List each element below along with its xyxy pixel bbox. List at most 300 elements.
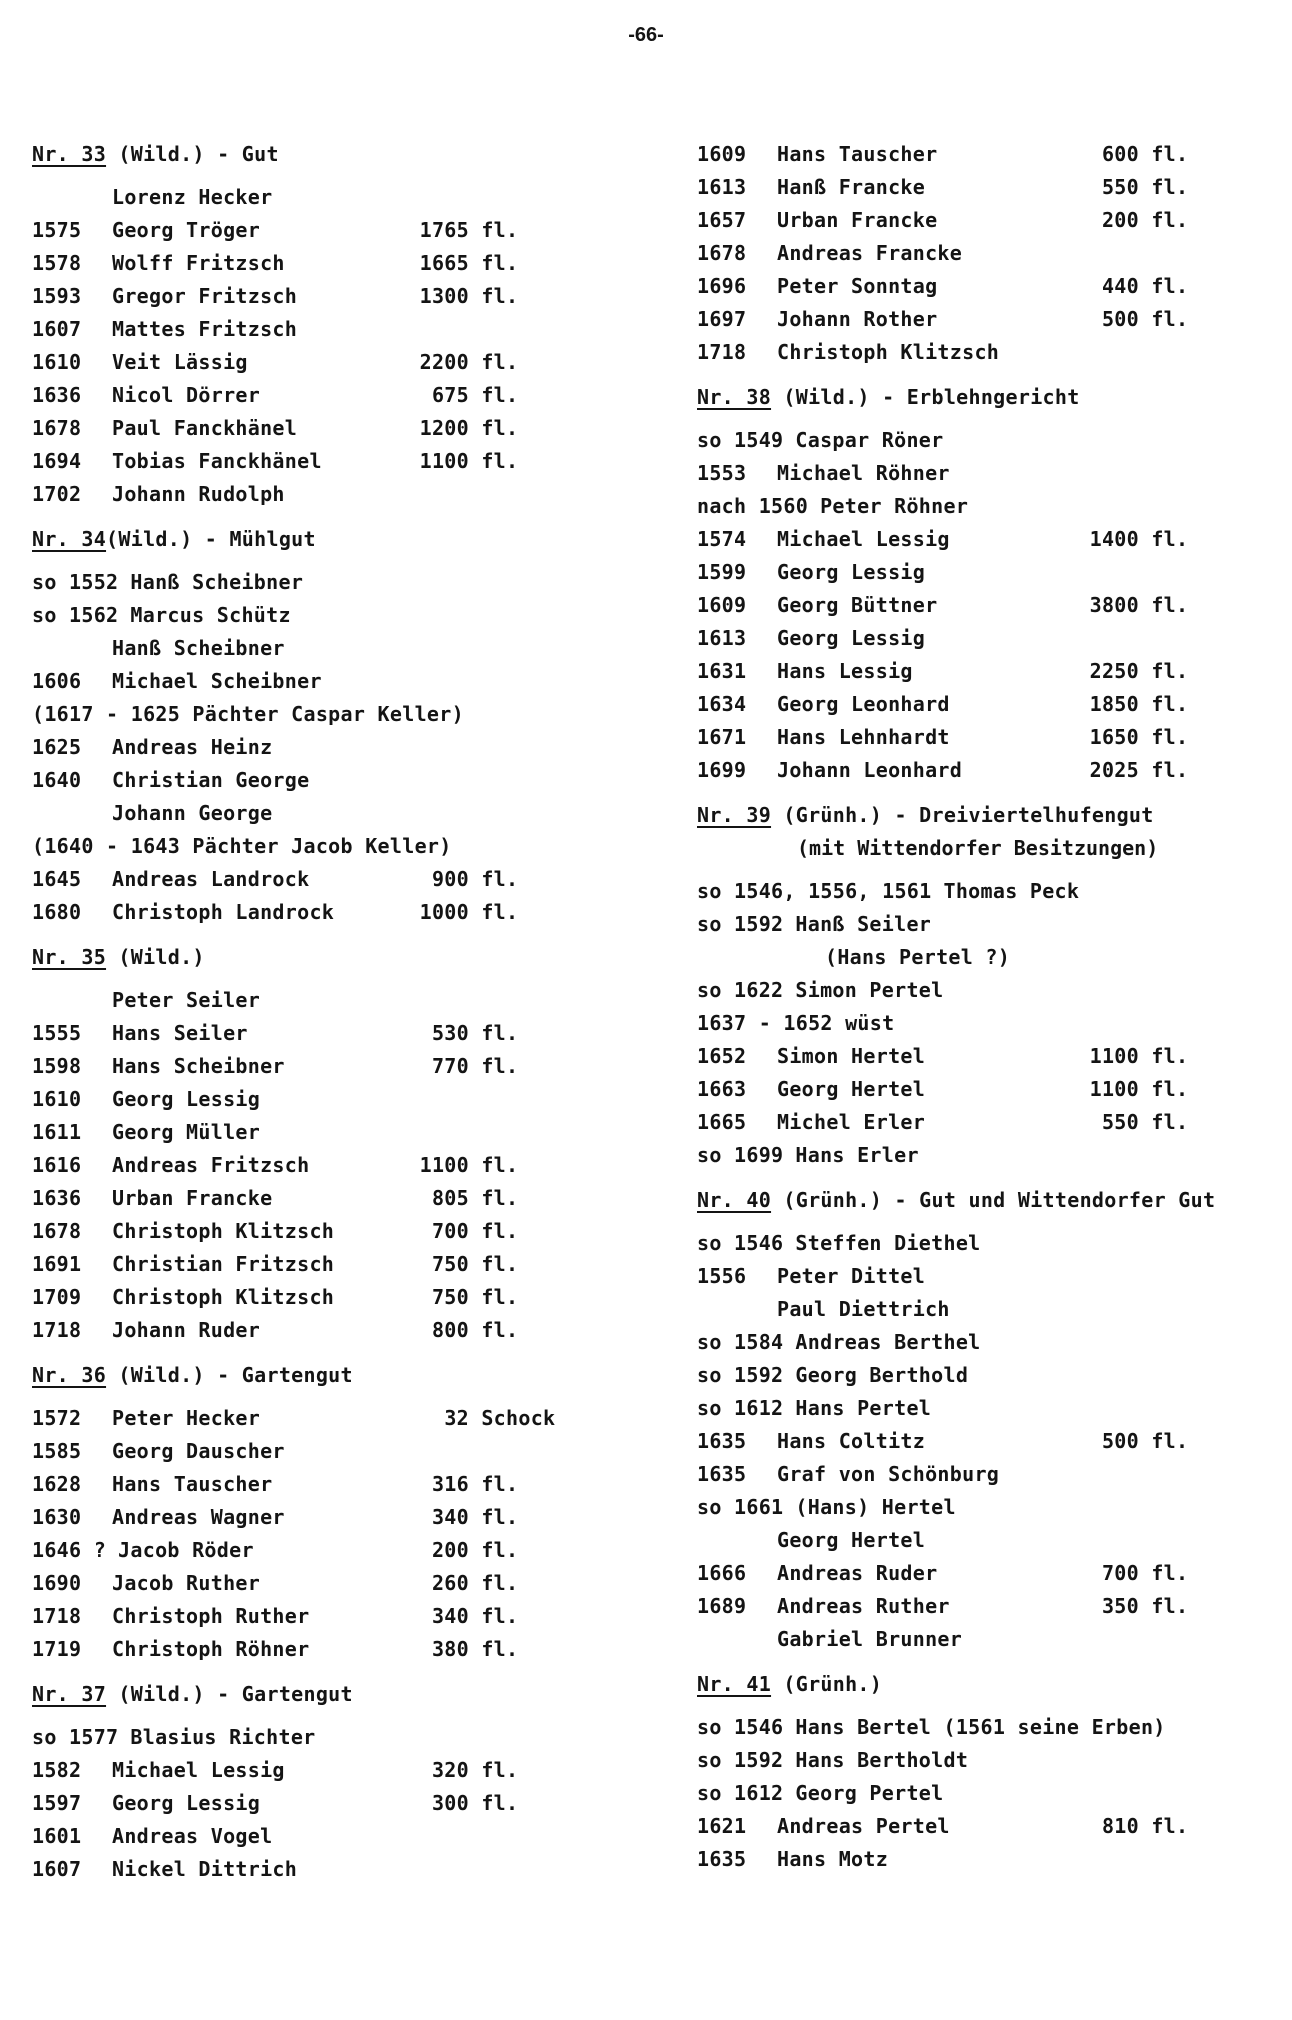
price-value: 440 xyxy=(1101,274,1139,298)
entry-year: 1690 xyxy=(32,1571,82,1595)
entry-section xyxy=(32,523,652,929)
owner-name: Simon Hertel xyxy=(777,1044,926,1068)
section-title: (Grünh.) xyxy=(771,1672,883,1696)
price-value: 3800 xyxy=(1089,593,1139,617)
price-unit: fl. xyxy=(481,1758,519,1782)
entry-price xyxy=(1067,754,1227,787)
owner-entry xyxy=(32,379,652,412)
entry-year xyxy=(697,1524,777,1557)
entry-year: 1631 xyxy=(697,659,747,683)
entry-price xyxy=(1067,1425,1227,1458)
owner-entry xyxy=(697,1711,1287,1744)
owner-name: Johann Rother xyxy=(777,307,938,331)
owner-name: Georg Leonhard xyxy=(777,692,950,716)
entry-price xyxy=(397,1402,557,1435)
entry-price xyxy=(1067,204,1227,237)
price-value: 32 xyxy=(444,1406,469,1430)
entry-year: 1663 xyxy=(697,1077,747,1101)
owner-name: Michel Erler xyxy=(777,1110,926,1134)
entry-price xyxy=(397,379,557,412)
price-value: 1100 xyxy=(419,1153,469,1177)
owner-name: Andreas Heinz xyxy=(112,735,273,759)
owner-name: Christoph Ruther xyxy=(112,1604,310,1628)
owner-entry xyxy=(32,247,652,280)
entry-year: so 1546 xyxy=(697,1231,784,1255)
owner-name: Hans Motz xyxy=(777,1847,889,1871)
price-unit: Schock xyxy=(481,1406,556,1430)
owner-name: Georg Büttner xyxy=(777,593,938,617)
price-unit: fl. xyxy=(481,1472,519,1496)
entry-year: so 1546, 1556, 1561 xyxy=(697,879,932,903)
owner-entry xyxy=(697,721,1287,754)
section-heading xyxy=(697,799,1287,832)
entry-price xyxy=(397,1501,557,1534)
price-value: 2200 xyxy=(419,350,469,374)
price-unit: fl. xyxy=(481,1571,519,1595)
entry-year: 1610 xyxy=(32,350,82,374)
entry-year: 1609 xyxy=(697,593,747,617)
owner-entry xyxy=(32,599,652,632)
price-value: 340 xyxy=(431,1505,469,1529)
entry-price xyxy=(397,1017,557,1050)
owner-name: Peter Sonntag xyxy=(777,274,938,298)
price-unit: fl. xyxy=(481,449,519,473)
owner-name: Georg Lessig xyxy=(777,626,926,650)
owner-name: Simon Pertel xyxy=(795,978,944,1002)
price-value: 700 xyxy=(431,1219,469,1243)
owner-name: Hans Lessig xyxy=(777,659,913,683)
entry-year: so 1661 xyxy=(697,1495,784,1519)
entry-price xyxy=(1067,688,1227,721)
entry-year: 1666 xyxy=(697,1561,747,1585)
entry-year: 1601 xyxy=(32,1824,82,1848)
price-unit: fl. xyxy=(1151,274,1189,298)
entry-price xyxy=(1067,523,1227,556)
entry-year: 1585 xyxy=(32,1439,82,1463)
owner-name: Georg Pertel xyxy=(795,1781,944,1805)
owner-name: Christian Fritzsch xyxy=(112,1252,335,1276)
entry-year xyxy=(697,1623,777,1656)
entry-section xyxy=(32,138,652,511)
price-value: 550 xyxy=(1101,175,1139,199)
owner-name: Andreas Vogel xyxy=(112,1824,273,1848)
owner-name: Hanß Scheibner xyxy=(112,636,285,660)
entry-year: 1691 xyxy=(32,1252,82,1276)
entry-section xyxy=(697,138,1287,369)
price-unit: fl. xyxy=(481,218,519,242)
owner-entry xyxy=(32,1754,652,1787)
owner-entry xyxy=(32,1534,652,1567)
entry-price xyxy=(397,1050,557,1083)
price-value: 600 xyxy=(1101,142,1139,166)
entry-price xyxy=(397,1787,557,1820)
entry-year: 1572 xyxy=(32,1406,82,1430)
owner-entry xyxy=(32,313,652,346)
entry-price xyxy=(397,1248,557,1281)
price-value: 700 xyxy=(1101,1561,1139,1585)
owner-name: Hans Seiler xyxy=(112,1021,248,1045)
owner-entry xyxy=(697,1293,1287,1326)
entry-section xyxy=(697,381,1287,787)
owner-name: Georg Hertel xyxy=(777,1528,926,1552)
owner-name: Johann George xyxy=(112,801,273,825)
spacer xyxy=(32,171,652,181)
price-unit: fl. xyxy=(481,1021,519,1045)
page-number: -66- xyxy=(628,24,664,46)
price-unit: fl. xyxy=(1151,1044,1189,1068)
owner-name: Caspar Röner xyxy=(795,428,944,452)
owner-entry xyxy=(32,1402,652,1435)
price-value: 1650 xyxy=(1089,725,1139,749)
owner-entry xyxy=(697,1557,1287,1590)
entry-year: 1597 xyxy=(32,1791,82,1815)
entry-price xyxy=(397,1281,557,1314)
price-unit: fl. xyxy=(1151,1429,1189,1453)
entry-price xyxy=(397,214,557,247)
entry-price xyxy=(397,1534,557,1567)
entry-year: 1598 xyxy=(32,1054,82,1078)
price-value: 300 xyxy=(431,1791,469,1815)
entry-year: 1696 xyxy=(697,274,747,298)
price-value: 340 xyxy=(431,1604,469,1628)
entry-price xyxy=(397,1600,557,1633)
owner-name: Georg Dauscher xyxy=(112,1439,285,1463)
entry-year: 1665 xyxy=(697,1110,747,1134)
price-unit: fl. xyxy=(481,284,519,308)
price-unit: fl. xyxy=(481,251,519,275)
entry-year: 1636 xyxy=(32,1186,82,1210)
owner-entry xyxy=(32,346,652,379)
owner-entry xyxy=(697,171,1287,204)
owner-entry xyxy=(697,1843,1287,1876)
price-unit: fl. xyxy=(481,1791,519,1815)
entry-year xyxy=(697,941,825,974)
entry-price xyxy=(1067,1073,1227,1106)
entry-price xyxy=(397,1149,557,1182)
entry-price xyxy=(397,280,557,313)
entry-year: 1635 xyxy=(697,1847,747,1871)
owner-name: Hans Erler xyxy=(795,1143,919,1167)
owner-entry xyxy=(697,1359,1287,1392)
entry-year: 1607 xyxy=(32,1857,82,1881)
owner-name: Hanß Francke xyxy=(777,175,926,199)
spacer xyxy=(697,414,1287,424)
owner-entry xyxy=(32,1600,652,1633)
owner-entry xyxy=(32,1820,652,1853)
entry-year: 1574 xyxy=(697,527,747,551)
owner-name: Andreas Pertel xyxy=(777,1814,950,1838)
spacer xyxy=(32,974,652,984)
owner-entry xyxy=(697,754,1287,787)
entry-year: 1689 xyxy=(697,1594,747,1618)
owner-entry xyxy=(32,181,652,214)
owner-entry xyxy=(32,445,652,478)
price-unit: fl. xyxy=(1151,142,1189,166)
price-unit: fl. xyxy=(481,867,519,891)
owner-entry xyxy=(32,280,652,313)
owner-entry xyxy=(697,1227,1287,1260)
section-heading xyxy=(32,941,652,974)
price-value: 1100 xyxy=(1089,1044,1139,1068)
owner-entry xyxy=(697,941,1287,974)
price-value: 750 xyxy=(431,1252,469,1276)
entry-year: 1613 xyxy=(697,626,747,650)
price-value: 1400 xyxy=(1089,527,1139,551)
entry-year: 1657 xyxy=(697,208,747,232)
entry-price xyxy=(1067,171,1227,204)
price-unit: fl. xyxy=(1151,725,1189,749)
owner-name: Hans Lehnhardt xyxy=(777,725,950,749)
entry-year: 1636 xyxy=(32,383,82,407)
entry-year: 1635 xyxy=(697,1429,747,1453)
section-number: Nr. 36 xyxy=(32,1363,107,1387)
owner-name: Andreas Berthel xyxy=(795,1330,981,1354)
price-value: 2250 xyxy=(1089,659,1139,683)
entry-section xyxy=(697,1668,1287,1876)
price-unit: fl. xyxy=(481,1285,519,1309)
price-value: 500 xyxy=(1101,307,1139,331)
price-unit: fl. xyxy=(481,350,519,374)
section-title: (Grünh.) - Gut und Wittendorfer Gut xyxy=(771,1188,1216,1212)
price-unit: fl. xyxy=(481,1219,519,1243)
owner-name: Georg Müller xyxy=(112,1120,261,1144)
owner-entry xyxy=(697,303,1287,336)
owner-entry xyxy=(697,523,1287,556)
entry-year: 1697 xyxy=(697,307,747,331)
entry-year: 1555 xyxy=(32,1021,82,1045)
owner-name: Hanß Seiler xyxy=(795,912,932,936)
entry-year: 1678 xyxy=(32,416,82,440)
owner-name: Andreas Ruder xyxy=(777,1561,938,1585)
entry-year: 1628 xyxy=(32,1472,82,1496)
entry-year: so 1612 xyxy=(697,1396,784,1420)
owner-name: Hans Tauscher xyxy=(112,1472,273,1496)
owner-name: Christian George xyxy=(112,768,310,792)
owner-name: Veit Lässig xyxy=(112,350,248,374)
owner-name: (Hans) Hertel xyxy=(795,1495,956,1519)
price-value: 1200 xyxy=(419,416,469,440)
owner-name: Urban Francke xyxy=(777,208,938,232)
entry-year: 1553 xyxy=(697,461,747,485)
owner-name: Urban Francke xyxy=(112,1186,273,1210)
owner-entry xyxy=(697,1260,1287,1293)
entry-year: 1582 xyxy=(32,1758,82,1782)
owner-name: Peter Röhner xyxy=(820,494,969,518)
section-number: Nr. 38 xyxy=(697,385,772,409)
price-value: 1300 xyxy=(419,284,469,308)
entry-year: 1621 xyxy=(697,1814,747,1838)
price-value: 750 xyxy=(431,1285,469,1309)
entry-year: so 1562 xyxy=(32,603,119,627)
owner-name: Jacob Röder xyxy=(118,1538,254,1562)
section-number: Nr. 41 xyxy=(697,1672,772,1696)
entry-price xyxy=(1067,138,1227,171)
entry-year: so 1622 xyxy=(697,978,784,1002)
owner-name: Andreas Francke xyxy=(777,241,963,265)
right-column xyxy=(697,138,1287,1888)
spacer xyxy=(697,1701,1287,1711)
price-unit: fl. xyxy=(1151,175,1189,199)
entry-price xyxy=(1067,589,1227,622)
owner-entry xyxy=(697,1007,1287,1040)
owner-name: Michael Lessig xyxy=(112,1758,285,1782)
price-value: 200 xyxy=(431,1538,469,1562)
entry-price xyxy=(1067,303,1227,336)
owner-entry xyxy=(697,138,1287,171)
owner-entry xyxy=(697,908,1287,941)
entry-year: 1645 xyxy=(32,867,82,891)
owner-entry xyxy=(697,688,1287,721)
owner-entry xyxy=(697,270,1287,303)
entry-year: nach 1560 xyxy=(697,494,809,518)
price-unit: fl. xyxy=(1151,1077,1189,1101)
owner-name: (Hans Pertel ?) xyxy=(825,945,1011,969)
owner-entry xyxy=(697,1326,1287,1359)
owner-entry xyxy=(32,1721,652,1754)
owner-name: Hans Bertholdt xyxy=(795,1748,969,1772)
entry-year: 1611 xyxy=(32,1120,82,1144)
entry-year: 1556 xyxy=(697,1264,747,1288)
entry-year: 1578 xyxy=(32,251,82,275)
entry-year: 1599 xyxy=(697,560,747,584)
owner-entry xyxy=(32,863,652,896)
price-value: 316 xyxy=(431,1472,469,1496)
owner-name: Andreas Wagner xyxy=(112,1505,285,1529)
price-value: 2025 xyxy=(1089,758,1139,782)
owner-entry xyxy=(32,1050,652,1083)
section-number: Nr. 34 xyxy=(32,527,107,551)
owner-entry xyxy=(697,1810,1287,1843)
owner-entry xyxy=(697,490,1287,523)
entry-year xyxy=(32,984,112,1017)
section-number: Nr. 39 xyxy=(697,803,772,827)
price-value: 530 xyxy=(431,1021,469,1045)
owner-name: Andreas Landrock xyxy=(112,867,310,891)
price-value: 320 xyxy=(431,1758,469,1782)
entry-year: 1635 xyxy=(697,1462,747,1486)
owner-entry xyxy=(32,1248,652,1281)
owner-name: Hans Tauscher xyxy=(777,142,938,166)
owner-name: Georg Lessig xyxy=(112,1791,261,1815)
price-unit: fl. xyxy=(481,1604,519,1628)
owner-entry xyxy=(697,1073,1287,1106)
owner-entry xyxy=(697,204,1287,237)
owner-entry xyxy=(697,974,1287,1007)
entry-price xyxy=(397,1182,557,1215)
owner-entry xyxy=(32,1116,652,1149)
owner-name: Marcus Schütz xyxy=(130,603,291,627)
owner-name: Mattes Fritzsch xyxy=(112,317,298,341)
entry-year: 1607 xyxy=(32,317,82,341)
entry-year: so 1577 xyxy=(32,1725,119,1749)
spacer xyxy=(697,865,1287,875)
owner-name: Wolff Fritzsch xyxy=(112,251,285,275)
owner-name: Nicol Dörrer xyxy=(112,383,261,407)
owner-name: Johann Leonhard xyxy=(777,758,963,782)
owner-name: Christoph Landrock xyxy=(112,900,335,924)
entry-price xyxy=(1067,1040,1227,1073)
price-value: 805 xyxy=(431,1186,469,1210)
price-unit: fl. xyxy=(1151,1561,1189,1585)
owner-entry xyxy=(697,336,1287,369)
owner-entry xyxy=(697,424,1287,457)
owner-entry xyxy=(32,1281,652,1314)
entry-year: 1718 xyxy=(32,1318,82,1342)
owner-entry xyxy=(32,1853,652,1886)
owner-name: Georg Hertel xyxy=(777,1077,926,1101)
owner-entry xyxy=(697,875,1287,908)
owner-entry xyxy=(32,412,652,445)
owner-name: Gabriel Brunner xyxy=(777,1627,963,1651)
owner-entry xyxy=(32,698,652,731)
entry-price xyxy=(397,1754,557,1787)
entry-price xyxy=(397,896,557,929)
entry-text: (1640 - 1643 Pächter Jacob Keller) xyxy=(32,834,452,858)
owner-name: Georg Lessig xyxy=(112,1087,261,1111)
owner-name: Peter Seiler xyxy=(112,988,261,1012)
owner-name: Paul Diettrich xyxy=(777,1297,950,1321)
entry-price xyxy=(1067,655,1227,688)
entry-section xyxy=(697,1184,1287,1656)
owner-name: Georg Tröger xyxy=(112,218,261,242)
owner-name: Hans Scheibner xyxy=(112,1054,285,1078)
entry-text: 1637 - 1652 wüst xyxy=(697,1011,895,1035)
price-unit: fl. xyxy=(1151,593,1189,617)
entry-year: so 1552 xyxy=(32,570,119,594)
owner-name: Peter Dittel xyxy=(777,1264,926,1288)
price-unit: fl. xyxy=(481,900,519,924)
entry-year: 1671 xyxy=(697,725,747,749)
section-heading xyxy=(697,1668,1287,1701)
price-value: 260 xyxy=(431,1571,469,1595)
price-unit: fl. xyxy=(481,416,519,440)
section-title: (Wild.) - Erblehngericht xyxy=(771,385,1080,409)
owner-name: Georg Lessig xyxy=(777,560,926,584)
spacer xyxy=(32,556,652,566)
owner-entry xyxy=(697,1392,1287,1425)
owner-entry xyxy=(697,1106,1287,1139)
price-value: 1850 xyxy=(1089,692,1139,716)
owner-name: Graf von Schönburg xyxy=(777,1462,1000,1486)
owner-entry xyxy=(697,1744,1287,1777)
entry-year: so 1612 xyxy=(697,1781,784,1805)
entry-year: so 1592 xyxy=(697,912,784,936)
owner-entry xyxy=(697,556,1287,589)
entry-year: 1613 xyxy=(697,175,747,199)
owner-entry xyxy=(697,1623,1287,1656)
owner-entry xyxy=(697,622,1287,655)
owner-entry xyxy=(32,566,652,599)
owner-entry xyxy=(32,764,652,797)
entry-year: 1625 xyxy=(32,735,82,759)
owner-name: Christoph Röhner xyxy=(112,1637,310,1661)
entry-year: 1616 xyxy=(32,1153,82,1177)
spacer xyxy=(32,1392,652,1402)
entry-section xyxy=(32,1678,652,1886)
price-value: 380 xyxy=(431,1637,469,1661)
entry-price xyxy=(397,1633,557,1666)
price-unit: fl. xyxy=(1151,527,1189,551)
owner-name: Johann Ruder xyxy=(112,1318,261,1342)
price-value: 900 xyxy=(431,867,469,891)
price-unit: fl. xyxy=(481,1318,519,1342)
price-value: 675 xyxy=(431,383,469,407)
price-value: 1100 xyxy=(1089,1077,1139,1101)
owner-entry xyxy=(32,797,652,830)
entry-year xyxy=(32,632,112,665)
owner-entry xyxy=(32,830,652,863)
owner-entry xyxy=(32,1182,652,1215)
